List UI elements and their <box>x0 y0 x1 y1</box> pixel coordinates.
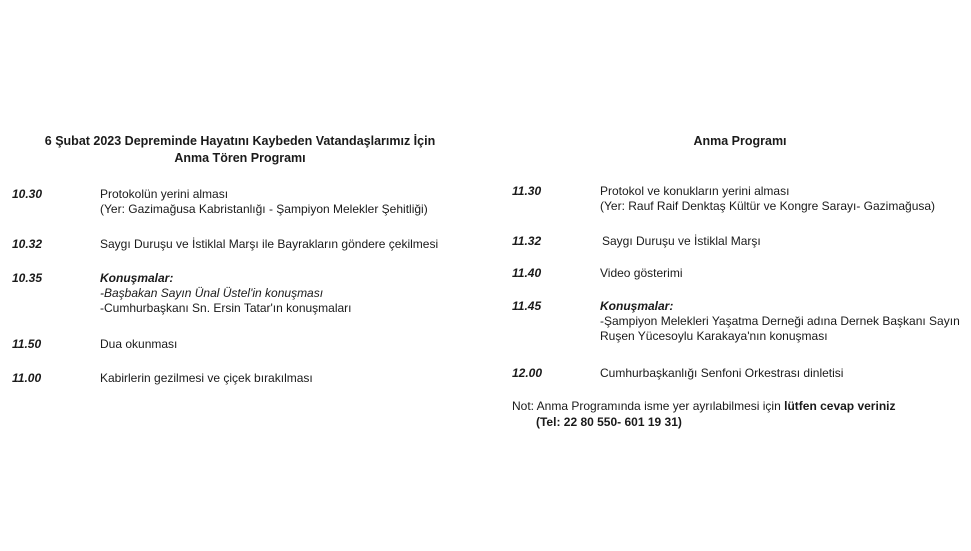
left-item-time: 11.00 <box>12 371 42 385</box>
left-item-line: -Başbakan Sayın Ünal Üstel'in konuşması <box>100 286 324 300</box>
right-item-line: -Şampiyon Melekleri Yaşatma Derneği adına Dernek Başkanı Sayın <box>600 314 960 328</box>
right-item-desc <box>600 184 935 214</box>
left-speeches-heading: Konuşmalar: <box>100 271 174 285</box>
left-item-line: (Yer: Gazimağusa Kabristanlığı - Şampiyon Melekler Şehitliği) <box>100 202 428 216</box>
right-item-time: 11.30 <box>512 184 542 198</box>
rsvp-note-text: Not: Anma Programında isme yer ayrılabilmesi için <box>512 399 785 413</box>
right-item-time: 11.45 <box>512 299 542 313</box>
right-item-time: 12.00 <box>512 366 543 380</box>
left-item-line: Protokolün yerini alması <box>100 187 229 201</box>
right-item-time: 11.32 <box>512 234 542 248</box>
right-item-line: Ruşen Yücesoylu Karakaya'nın konuşması <box>600 329 828 343</box>
left-title-line2: Anma Tören Programı <box>174 151 306 165</box>
right-item-line: Video gösterimi <box>600 266 683 280</box>
left-item-desc <box>100 187 428 217</box>
right-item-line: Saygı Duruşu ve İstiklal Marşı <box>602 234 761 248</box>
rsvp-note <box>512 399 895 414</box>
left-item-line: Saygı Duruşu ve İstiklal Marşı ile Bayrakların göndere çekilmesi <box>100 237 439 251</box>
rsvp-note-emphasis: lütfen cevap veriniz <box>784 399 896 413</box>
left-item-desc <box>100 271 352 316</box>
left-item-line: Dua okunması <box>100 337 178 351</box>
left-item-line: -Cumhurbaşkanı Sn. Ersin Tatar'ın konuşmaları <box>100 301 352 315</box>
left-item-desc <box>100 237 438 252</box>
rsvp-phone: (Tel: 22 80 550- 601 19 31) <box>536 415 682 429</box>
right-speeches-heading: Konuşmalar: <box>600 299 674 313</box>
left-item-time: 10.30 <box>12 187 43 201</box>
left-program-title <box>20 133 460 167</box>
left-item-line: Kabirlerin gezilmesi ve çiçek bırakılması <box>100 371 313 385</box>
right-item-desc <box>600 266 683 281</box>
right-item-line: (Yer: Rauf Raif Denktaş Kültür ve Kongre Sarayı- Gazimağusa) <box>600 199 936 213</box>
left-program <box>0 0 480 551</box>
right-item-time: 11.40 <box>512 266 542 280</box>
right-item-desc <box>602 234 761 249</box>
right-program <box>500 0 971 551</box>
right-program-title: Anma Programı <box>693 134 787 148</box>
right-item-line: Cumhurbaşkanlığı Senfoni Orkestrası dinletisi <box>600 366 844 380</box>
right-item-desc <box>600 366 843 381</box>
left-title-line1: 6 Şubat 2023 Depreminde Hayatını Kaybeden Vatandaşlarımız İçin <box>44 134 436 148</box>
left-item-time: 10.32 <box>12 237 43 251</box>
left-item-desc <box>100 371 313 386</box>
left-item-desc <box>100 337 177 352</box>
right-item-desc <box>600 299 960 344</box>
left-item-time: 11.50 <box>12 337 42 351</box>
left-item-time: 10.35 <box>12 271 43 285</box>
right-item-line: Protokol ve konukların yerini alması <box>600 184 790 198</box>
